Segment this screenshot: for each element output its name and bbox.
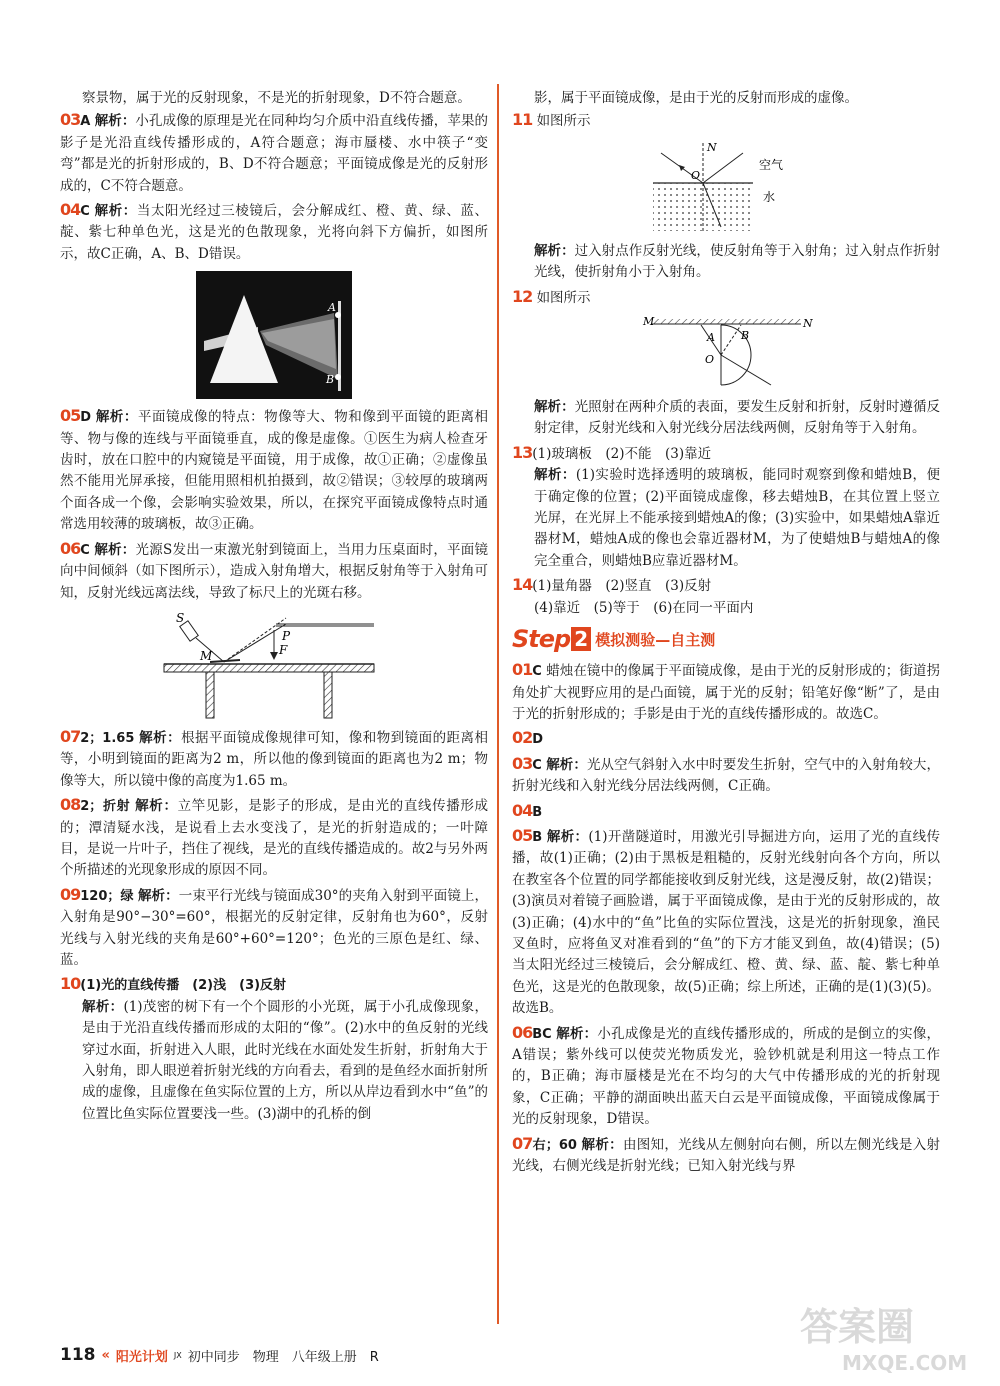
answer-key: C <box>532 664 542 680</box>
answer-line-2: (4)靠近 (5)等于 (6)在同一平面内 <box>534 599 754 616</box>
question-number: 04 <box>512 800 533 820</box>
question-number: 12 <box>512 286 533 306</box>
brand-mark: JX <box>173 1350 182 1360</box>
answer-key: C <box>80 204 90 220</box>
analysis-text: 小孔成像是光的直线传播形成的，所成的是倒立的实像，A错误；紫外线可以使荧光物质发光，验钞机就是利用这一特点工作的，B正确；海市蜃楼是光在不均匀的大气中传播形成的光的折射现象，C正确；平静的湖面映出蓝天白云是平面镜成像，平面镜成像属于光的反射现象，D错误。 <box>512 1025 941 1128</box>
answer-03 <box>60 109 488 197</box>
step-word: Step <box>512 625 571 654</box>
step2-answer-06 <box>512 1022 940 1131</box>
label-water: 水 <box>763 189 776 204</box>
question-number: 01 <box>512 660 533 680</box>
answer-key: 120；绿 <box>80 888 134 904</box>
label-o: O <box>705 353 715 367</box>
analysis-label: 解析： <box>139 729 182 746</box>
answer-07 <box>60 726 488 792</box>
question-number: 14 <box>512 575 533 595</box>
answer-key: C <box>532 757 542 773</box>
question-number: 09 <box>60 884 81 904</box>
watermark-logo <box>790 1298 980 1378</box>
analysis-text: 过入射点作反射光线，使反射角等于入射角；过入射点作折射光线，使折射角小于入射角。 <box>534 242 941 281</box>
column-divider <box>497 84 499 1324</box>
analysis-text: 平面镜成像的特点：物像等大、物和像到平面镜的距离相等、物与像的连线与平面镜垂直，成的像是虚像。①医生为病人检查牙齿时，放在口腔中的内窥镜是平面镜，用于成像，故①正确；②虚像虽然不能用光屏承接，但能用照相机拍摄到，故②错误；③较厚的玻璃两个面各成一个像，会影响实验效果，所以，在探究平面镜成像特点时通常选用较薄的玻璃板，故③正确。 <box>60 409 489 533</box>
analysis-text: (1)茂密的树下有一个个圆形的小光斑，属于小孔成像现象，是由于光沿直线传播而形成的太阳的“像”。(2)水中的鱼反射的光线穿过水面，折射进入人眼，此时光线在水面处发生折射，折射角大于入射角，即人眼逆着折射光线的方向看去，看到的是鱼经水面折射所成的虚像，且虚像在鱼实际位置的上方，所以从岸边看到水中“鱼”的位置比鱼实际位置要浅一些。(3)湖中的孔桥的倒 <box>82 998 488 1122</box>
step-number: 2 <box>571 627 591 651</box>
double-chevron-icon: « <box>101 1347 110 1363</box>
analysis-label: 解析： <box>546 756 587 773</box>
question-number: 06 <box>512 1022 533 1042</box>
label-a: A <box>328 301 336 315</box>
analysis-text: 立竿见影，是影子的形成，是由光的直线传播形成的；潭清疑水浅，是说看上去水变浅了，是光的折射造成的；一叶障目，是说一片叶子，挡住了视线，是光的直线传播造成的。故2与另外两个所描述的光现象形成的原因不同。 <box>60 798 489 879</box>
answer-key: (1)光的直线传播 (2)浅 (3)反射 <box>80 978 287 994</box>
answer-key: A <box>80 114 91 130</box>
step2-answer-05 <box>512 825 940 1020</box>
page-footer <box>60 1345 379 1365</box>
answer-11 <box>512 109 940 283</box>
answer-08 <box>60 794 488 882</box>
analysis-text: (1)实验时选择透明的玻璃板，能同时观察到像和蜡烛B，便于确定像的位置；(2)平面镜成虚像，移去蜡烛B，在其位置上竖立光屏，在光屏上不能承接到蜡烛A的像；(3)实验中，如果蜡烛A靠近器材M，蜡烛A成的像也会靠近器材M，为了使蜡烛B与蜡烛A的像完全重合，则蜡烛B应靠近器材M。 <box>534 467 941 569</box>
label-n: N <box>803 317 813 331</box>
analysis-label: 解析： <box>82 998 124 1015</box>
refraction-figure <box>651 139 801 235</box>
answer-10 <box>60 973 488 1125</box>
label-a: A <box>707 331 715 345</box>
answer-key: BC <box>532 1026 552 1042</box>
answer-key: D <box>532 732 544 748</box>
answer-line-1: (1)量角器 (2)竖直 (3)反射 <box>532 578 712 595</box>
analysis-label: 解析： <box>135 798 178 815</box>
question-number: 11 <box>512 110 533 130</box>
mirror-table-figure <box>164 610 384 720</box>
answer-13 <box>512 442 940 572</box>
label-m: M <box>643 315 655 329</box>
answer-text: 如图所示 <box>536 289 591 306</box>
answer-09 <box>60 884 488 972</box>
continued-text: 影，属于平面镜成像，是由于光的反射而形成的虚像。 <box>534 90 858 106</box>
answer-key: C <box>80 542 90 558</box>
question-number: 10 <box>60 974 81 994</box>
watermark-cn: 答案圈 <box>800 1305 915 1349</box>
left-column <box>60 88 488 1127</box>
question-number: 05 <box>60 406 81 426</box>
answer-key: 2；1.65 <box>80 730 135 746</box>
question-number: 06 <box>60 538 81 558</box>
continued-text: 察景物，属于光的反射现象，不是光的折射现象，D不符合题意。 <box>82 90 471 106</box>
label-s: S <box>176 610 185 625</box>
analysis-label: 解析： <box>546 828 589 845</box>
label-n: N <box>707 140 717 154</box>
prism-dispersion-figure <box>196 271 352 399</box>
step2-answer-02 <box>512 727 940 750</box>
answer-12 <box>512 286 940 440</box>
step2-answer-03 <box>512 753 940 798</box>
right-column <box>512 88 940 1179</box>
label-p: P <box>282 628 291 643</box>
label-m: M <box>200 648 213 663</box>
question-number: 07 <box>512 1133 533 1153</box>
label-f: F <box>279 642 288 657</box>
page-number: 118 <box>60 1345 96 1365</box>
answer-key: 右；60 <box>532 1137 577 1153</box>
label-b: B <box>741 329 750 343</box>
question-number: 03 <box>512 753 533 773</box>
question-number: 07 <box>60 726 81 746</box>
label-air: 空气 <box>759 157 784 172</box>
answer-text: 如图所示 <box>536 113 591 130</box>
answer-05 <box>60 405 488 535</box>
analysis-text: 由图知，光线从左侧射向右侧，所以左侧光线是入射光线，右侧光线是折射光线；已知入射光线与界 <box>512 1136 941 1175</box>
analysis-label: 解析： <box>534 467 576 484</box>
question-number: 05 <box>512 825 533 845</box>
step2-answer-04 <box>512 800 940 823</box>
analysis-text: (1)开凿隧道时，用激光引导掘进方向，运用了光的直线传播，故(1)正确；(2)由于黑板是粗糙的，反射光线射向各个方向，所以在教室各个位置的同学都能接收到反射光线，这是漫反射，故(2)错误；(3)演员对着镜子画脸谱，属于平面镜成像，是由于光的反射形成的，故(3)正确；(4)水中的“鱼”比鱼的实际位置浅，这是光的折射现象，渔民叉鱼时，应将鱼叉对准看到的“鱼”的下方才能叉到鱼，故(4)错误；(5)当太阳光经过三棱镜后，会分解成红、橙、黄、绿、蓝、靛、紫七种单色光，这是光的色散现象，故(5)正确；综上所述，正确的是(1)(3)(5)。故选B。 <box>512 828 941 1017</box>
answer-key: B <box>532 829 543 845</box>
answer-key: D <box>80 410 92 426</box>
label-b: B <box>326 373 335 387</box>
analysis-text: 光从空气斜射入水中时要发生折射，空气中的入射角较大，折射光线和入射光线分居法线两侧，C正确。 <box>512 756 940 795</box>
semicircle-glass-figure <box>641 315 811 391</box>
watermark-en: MXQE.COM <box>842 1351 968 1375</box>
analysis-text: 当太阳光经过三棱镜后，会分解成红、橙、黄、绿、蓝、靛、紫七种单色光，这是光的色散现象，光将向斜下方偏折，如图所示，故C正确，A、B、D错误。 <box>60 203 488 262</box>
analysis-label: 解析： <box>94 541 136 558</box>
answer-text: (1)玻璃板 (2)不能 (3)靠近 <box>532 445 712 462</box>
question-number: 02 <box>512 728 533 748</box>
analysis-text: 光源S发出一束激光射到镜面上，当用力压桌面时，平面镜向中间倾斜（如下图所示），造成入射角增大，根据反射角等于入射角可知，反射光线远离法线，导致了标尺上的光斑右移。 <box>60 541 489 601</box>
answer-06 <box>60 538 488 720</box>
question-number: 03 <box>60 110 81 130</box>
analysis-label: 解析： <box>137 887 179 904</box>
analysis-label: 解析： <box>94 203 137 220</box>
step2-answer-01 <box>512 659 940 725</box>
analysis-label: 解析： <box>94 113 136 130</box>
analysis-text: 光照射在两种介质的表面，要发生反射和折射，反射时遵循反射定律，反射光线和入射光线分居法线两侧，反射角等于入射角。 <box>534 399 941 437</box>
question-number: 04 <box>60 200 81 220</box>
analysis-text: 蜡烛在镜中的像属于平面镜成像，是由于光的反射形成的；街道拐角处扩大视野应用的是凸面镜，属于光的反射；铅笔好像“断”了，是由于光的折射形成的；手影是由于光的直线传播形成的。故选C。 <box>512 663 940 722</box>
analysis-label: 解析： <box>556 1025 598 1042</box>
answer-14 <box>512 574 940 619</box>
book-title: 初中同步 物理 八年级上册 R <box>187 1349 379 1365</box>
step2-answer-07 <box>512 1133 940 1178</box>
brand-name: 阳光计划 <box>115 1349 168 1365</box>
analysis-text: 一束平行光线与镜面成30°的夹角入射到平面镜上，入射角是90°−30°=60°，根据光的反射定律，反射角也为60°，反射光线与入射光线的夹角是60°+60°=120°；色光的三原色是红、绿、蓝。 <box>60 887 488 968</box>
answer-key: B <box>532 804 543 820</box>
label-o: O <box>691 168 701 182</box>
analysis-text: 根据平面镜成像规律可知，像和物到镜面的距离相等，小明到镜面的距离为2 m，所以他的像到镜面的距离也为2 m；物像等大，所以镜中像的高度为1.65 m。 <box>60 729 488 789</box>
analysis-label: 解析： <box>534 242 575 259</box>
question-number: 08 <box>60 795 81 815</box>
answer-key: 2；折射 <box>80 799 131 815</box>
analysis-label: 解析： <box>534 399 575 416</box>
analysis-text: 小孔成像的原理是光在同种均匀介质中沿直线传播，苹果的影子是光沿直线传播形成的，A符合题意；海市蜃楼、水中筷子“变弯”都是光的折射形成的，B、D不符合题意；平面镜成像是光的反射形成的，C不符合题意。 <box>60 113 489 194</box>
analysis-label: 解析： <box>581 1136 623 1153</box>
section-header-step2 <box>512 625 940 653</box>
answer-04 <box>60 199 488 399</box>
step-title: 模拟测验—自主测 <box>595 630 716 649</box>
analysis-label: 解析： <box>95 409 138 426</box>
question-number: 13 <box>512 442 533 462</box>
